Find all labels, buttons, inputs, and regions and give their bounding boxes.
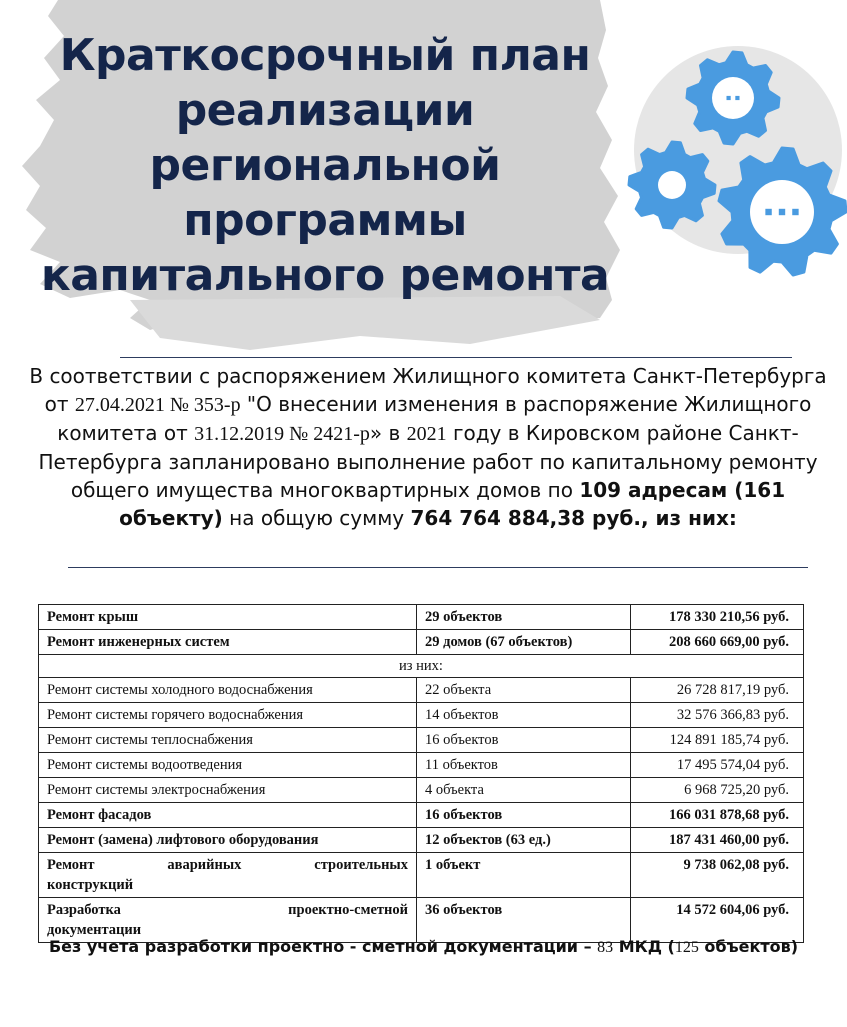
title-line: реализации — [175, 85, 475, 136]
objects-cell: 4 объекта — [417, 778, 631, 803]
amount-cell: 208 660 669,00 руб. — [631, 630, 804, 655]
divider-bottom — [68, 567, 808, 568]
year: 2021 — [406, 423, 447, 445]
amount-cell: 124 891 185,74 руб. — [631, 728, 804, 753]
footer-text: Без учета разработки проектно - сметной документации – — [48, 937, 598, 956]
work-type-line: Ремонт аварийных строительных — [47, 857, 408, 873]
gears-illustration — [620, 40, 847, 280]
footer-note — [0, 937, 847, 957]
footer-number: 83 — [597, 939, 614, 956]
amount-cell: 32 576 366,83 руб. — [631, 703, 804, 728]
objects-cell: 16 объектов — [417, 803, 631, 828]
table-row — [39, 728, 804, 753]
footer-number: 125 — [674, 939, 699, 956]
amount-cell: 187 431 460,00 руб. — [631, 828, 804, 853]
title-line: программы — [183, 195, 467, 246]
amount-cell: 9 738 062,08 руб. — [631, 853, 804, 898]
amount-cell: 26 728 817,19 руб. — [631, 678, 804, 703]
work-type-cell: Ремонт (замена) лифтового оборудования — [39, 828, 417, 853]
footer-text: объектов) — [698, 937, 799, 956]
work-type-cell: Ремонт системы горячего водоснабжения — [39, 703, 417, 728]
objects-cell: 22 объекта — [417, 678, 631, 703]
table-row — [39, 753, 804, 778]
work-type-cell: Ремонт инженерных систем — [39, 630, 417, 655]
repair-table — [38, 604, 804, 943]
table-row — [39, 778, 804, 803]
title-line: капитального ремонта — [40, 250, 610, 301]
order-date-number: 31.12.2019 № 2421-р — [194, 423, 370, 445]
intro-text: В соответствии с распоряжением Жилищного комитета Санкт-Петербурга от — [29, 364, 827, 416]
table-row — [39, 853, 804, 898]
work-type-line: документации — [47, 922, 142, 938]
intro-paragraph — [28, 362, 828, 532]
work-type-cell: Ремонт системы электроснабжения — [39, 778, 417, 803]
small-gear-icon — [629, 142, 715, 228]
title-line: региональной — [149, 140, 501, 191]
objects-cell: 11 объектов — [417, 753, 631, 778]
total-sum: 764 764 884,38 руб., из них: — [410, 506, 737, 530]
amount-cell: 178 330 210,56 руб. — [631, 605, 804, 630]
table-row — [39, 828, 804, 853]
intro-text: » в — [369, 421, 407, 445]
work-type-cell: Ремонт системы холодного водоснабжения — [39, 678, 417, 703]
table-row — [39, 803, 804, 828]
intro-text: на общую сумму — [222, 506, 411, 530]
medium-gear-icon — [687, 52, 779, 144]
work-type-cell: Ремонт крыш — [39, 605, 417, 630]
intro-text: году в Кировском районе Санкт-Петербурга запланировано выполнение работ по капитальному ремонту общего имущества многоквартирных домов по — [38, 421, 818, 502]
objects-cell: 14 объектов — [417, 703, 631, 728]
objects-cell: 12 объектов (63 ед.) — [417, 828, 631, 853]
address-count: 109 адресам (161 объекту) — [119, 478, 786, 530]
subheader-cell: из них: — [39, 655, 804, 678]
work-type-cell: Ремонт системы водоотведения — [39, 753, 417, 778]
table-row — [39, 655, 804, 678]
objects-cell: 29 объектов — [417, 605, 631, 630]
amount-cell: 166 031 878,68 руб. — [631, 803, 804, 828]
objects-cell: 29 домов (67 объектов) — [417, 630, 631, 655]
table-row — [39, 703, 804, 728]
objects-cell: 16 объектов — [417, 728, 631, 753]
work-type-line: Разработка проектно-сметной — [47, 902, 408, 918]
table-row — [39, 678, 804, 703]
amount-cell: 14 572 604,06 руб. — [631, 898, 804, 943]
order-date-number: 27.04.2021 № 353-р — [74, 394, 241, 416]
objects-cell: 1 объект — [417, 853, 631, 898]
footer-text: МКД ( — [613, 937, 675, 956]
amount-cell: 17 495 574,04 руб. — [631, 753, 804, 778]
table-row — [39, 898, 804, 943]
intro-text: "О внесении изменения в распоряжение Жилищного комитета от — [57, 392, 812, 445]
table-row — [39, 630, 804, 655]
title-line: Краткосрочный план — [59, 30, 591, 81]
table-row — [39, 605, 804, 630]
work-type-cell — [39, 853, 417, 898]
work-type-cell — [39, 898, 417, 943]
work-type-cell: Ремонт фасадов — [39, 803, 417, 828]
page-title — [20, 28, 630, 303]
objects-cell: 36 объектов — [417, 898, 631, 943]
divider-top — [120, 357, 792, 358]
work-type-line: конструкций — [47, 877, 134, 893]
work-type-cell: Ремонт системы теплоснабжения — [39, 728, 417, 753]
amount-cell: 6 968 725,20 руб. — [631, 778, 804, 803]
